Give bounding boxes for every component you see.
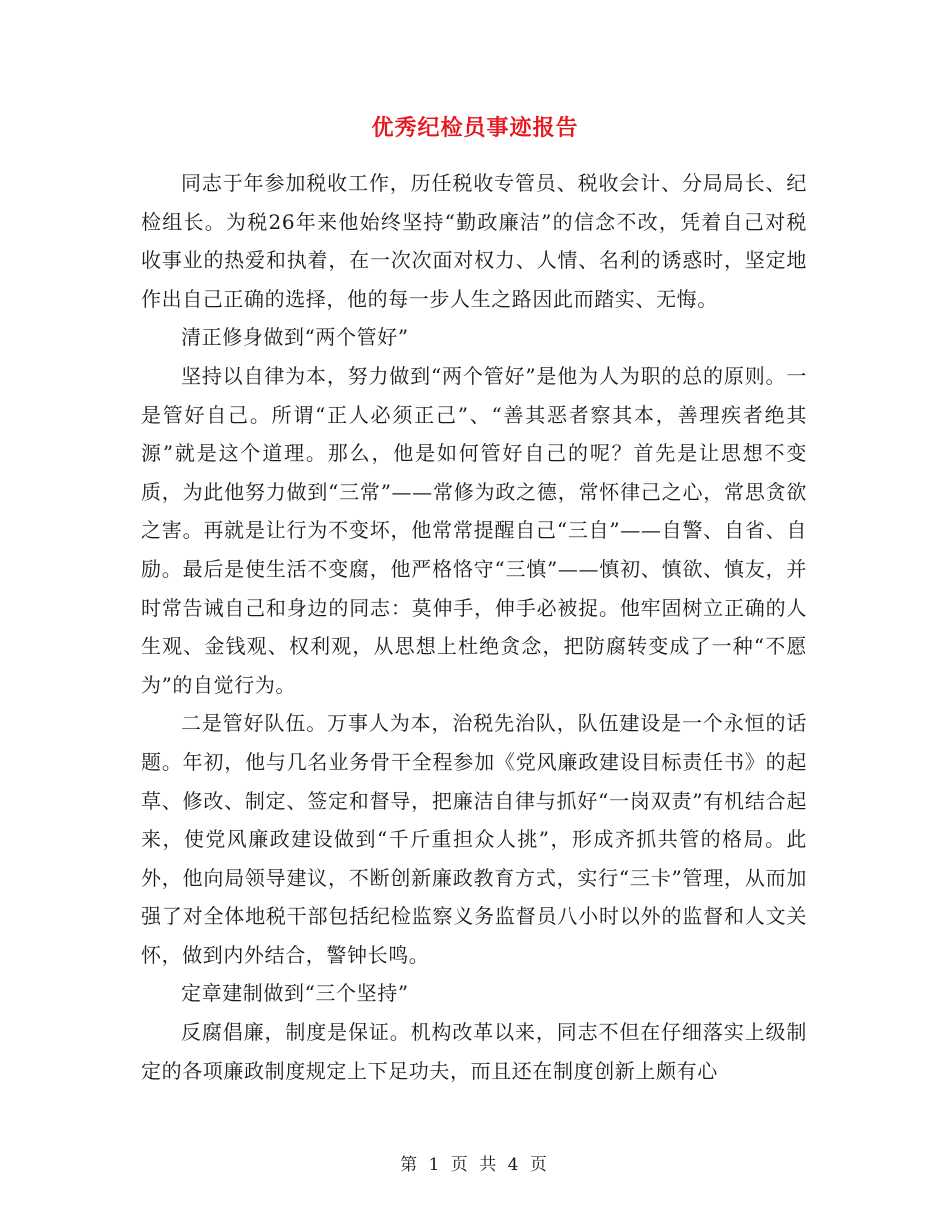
footer-prefix: 第 xyxy=(400,1155,421,1175)
paragraph-system-building: 反腐倡廉，制度是保证。机构改革以来，同志不但在仔细落实上级制定的各项廉政制度规定上下足功夫，而且还在制度创新上颇有心 xyxy=(141,1020,807,1083)
document-title: 优秀纪检员事迹报告 xyxy=(371,115,579,141)
footer-middle: 页 共 xyxy=(450,1155,500,1175)
footer-current-page: 1 xyxy=(428,1155,443,1175)
footer-suffix: 页 xyxy=(529,1155,550,1175)
paragraph-team-management: 二是管好队伍。万事人为本，治税先治队，队伍建设是一个永恒的话题。年初，他与几名业务骨干全程参加《党风廉政建设目标责任书》的起草、修改、制定、签定和督导，把廉洁自律与抓好“一岗双责”有机结合起来，使党风廉政建设做到“千斤重担众人挑”，形成齐抓共管的格局。此外，他向局领导建议，不断创新廉政教育方式，实行“三卡”管理，从而加强了对全体地税干部包括纪检监察义务监督员八小时以外的监督和人文关怀，做到内外结合，警钟长鸣。 xyxy=(141,711,807,967)
document-body xyxy=(141,164,807,1090)
page-footer xyxy=(0,1153,950,1177)
paragraph-intro: 同志于年参加税收工作，历任税收专管员、税收会计、分局局长、纪检组长。为税26年来他始终坚持“勤政廉洁”的信念不改，凭着自己对税收事业的热爱和执着，在一次次面对权力、人情、名利的诱惑时，坚定地作出自己正确的选择，他的每一步人生之路因此而踏实、无悔。 xyxy=(141,171,807,311)
footer-total-pages: 4 xyxy=(507,1155,522,1175)
section-heading-three-persist: 定章建制做到“三个坚持” xyxy=(181,981,409,1006)
paragraph-self-discipline: 坚持以自律为本，努力做到“两个管好”是他为人为职的总的原则。一是管好自己。所谓“正人必须正己”、“善其恶者察其本，善理疾者绝其源”就是这个道理。那么，他是如何管好自己的呢？首先是让思想不变质，为此他努力做到“三常”——常修为政之德，常怀律己之心，常思贪欲之害。再就是让行为不变坏，他常常提醒自己“三自”——自警、自省、自励。最后是使生活不变腐，他严格恪守“三慎”——慎初、慎欲、慎友，并时常告诫自己和身边的同志：莫伸手，伸手必被捉。他牢固树立正确的人生观、金钱观、权利观，从思想上杜绝贪念，把防腐转变成了一种“不愿为”的自觉行为。 xyxy=(141,363,807,697)
section-heading-two-management: 清正修身做到“两个管好” xyxy=(181,325,409,350)
